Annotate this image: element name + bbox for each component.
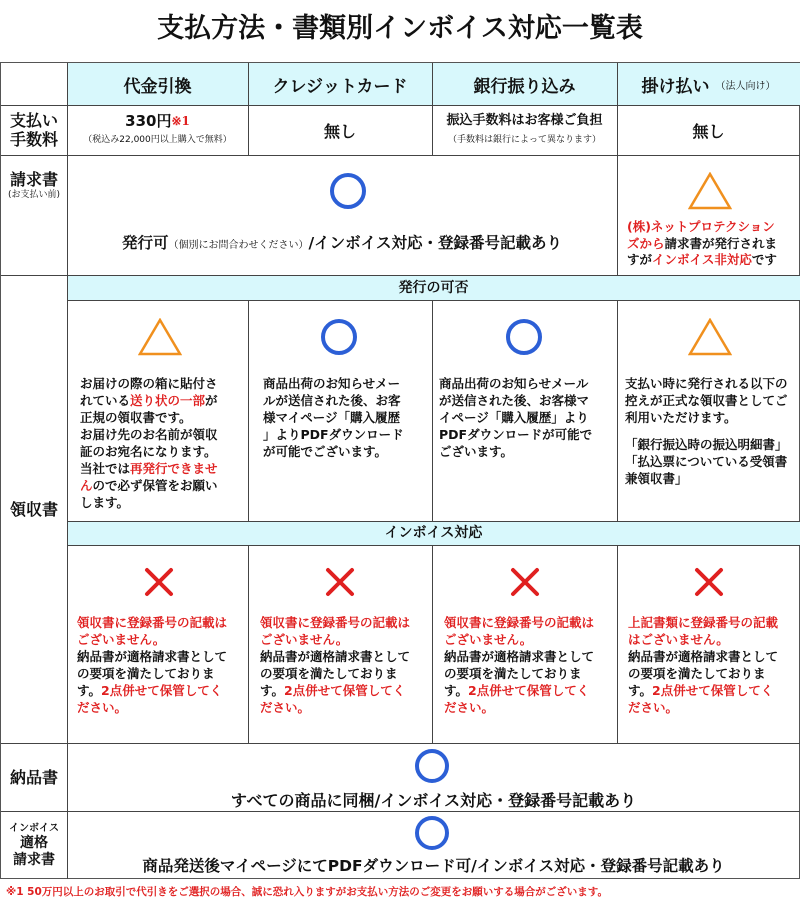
invoice-black-line: の要項を満たしておりま (260, 666, 398, 681)
bill-kake-l3: すが (627, 252, 653, 267)
circle-icon (330, 173, 366, 209)
receipt-credit-line: 商品出荷のお知らせメー (263, 376, 401, 391)
receipt-kake-line: 兼領収書」 (625, 471, 688, 486)
receipt-bank-line: イページ「購入履歴」より (439, 410, 589, 425)
receipt-bank-text (439, 375, 615, 460)
receipt-cod-line: が (205, 393, 218, 408)
band-invoice-label: インボイス対応 (384, 525, 483, 541)
row-label-fee-line2: 手数料 (9, 130, 58, 149)
invoice-black-line: す。 (444, 683, 469, 698)
invoice-red-line: 領収書に登録番号の記載は (260, 615, 411, 630)
receipt-cod-line: 当社では (80, 461, 131, 476)
receipt-cod-red: ん (80, 478, 93, 493)
receipt-credit-line: 」よりPDFダウンロード (263, 427, 404, 442)
triangle-icon (138, 318, 182, 356)
receipt-cod-red: 再発行できませ (130, 461, 218, 476)
receipt-cod-line: ので必ず保管をお願い (92, 478, 218, 493)
col-header-invoice-pay-label: 掛け払い (641, 76, 710, 97)
fee-bank-note: （手数料は銀行によって異なります） (447, 135, 601, 145)
row-label-qualified-line3: 請求書 (13, 851, 55, 868)
row-label-bill (1, 155, 67, 215)
receipt-cod-line: お届け先のお名前が領収 (80, 427, 218, 442)
fee-cod (67, 111, 248, 147)
cross-icon (144, 567, 174, 597)
row-label-bill-sub: (お支払い前) (7, 189, 61, 200)
band-issue-label: 発行の可否 (398, 280, 469, 296)
invoice-red-line: はございません。 (628, 632, 729, 647)
receipt-credit-line: ルが送信された後、お客 (263, 393, 401, 408)
fee-cod-note: （税込み22,000円以上購入で無料） (83, 135, 232, 145)
col-header-bank: 銀行振り込み (473, 76, 576, 97)
fee-bank-main: 振込手数料はお客様ご負担 (446, 113, 603, 128)
receipt-kake-line: 支払い時に発行される以下の (625, 376, 788, 391)
row-label-delivery: 納品書 (9, 767, 58, 787)
invoice-red-line: ださい。 (444, 700, 495, 715)
invoice-red-line: ださい。 (628, 700, 679, 715)
bill-main-lead: 発行可 (121, 234, 169, 252)
receipt-cod-line: お届けの際の箱に貼付さ (80, 376, 218, 391)
circle-icon (415, 816, 449, 850)
fee-cod-amount: 330円 (125, 112, 172, 130)
receipt-cod-line: 証のお宛名になります。 (80, 444, 217, 459)
bill-kake-text (627, 219, 797, 269)
invoice-bank-text (444, 614, 614, 716)
invoice-cod-text (77, 614, 247, 716)
receipt-kake-line: 利用いただけます。 (625, 410, 737, 425)
invoice-red-line: ださい。 (77, 700, 128, 715)
invoice-black-line: 納品書が適格請求書として (628, 649, 779, 664)
bill-kake-red3: インボイス非対応 (652, 252, 752, 267)
receipt-cod-red: 送り状の一部 (130, 393, 206, 408)
receipt-kake-text (625, 375, 799, 487)
invoice-black-line: す。 (260, 683, 285, 698)
invoice-black-line: の要項を満たしておりま (77, 666, 215, 681)
invoice-red-line: 2点併せて保管してく (101, 683, 223, 698)
qualified-text: 商品発送後マイページにてPDFダウンロード可/インボイス対応・登録番号記載あり (142, 857, 725, 875)
fee-credit: 無し (323, 122, 356, 141)
invoice-red-line: 上記書類に登録番号の記載 (628, 615, 779, 630)
invoice-black-line: 納品書が適格請求書として (77, 649, 228, 664)
fee-cod-mark: ※1 (171, 114, 190, 128)
cross-icon (510, 567, 540, 597)
bill-kake-l2: 請求書が発行されま (664, 235, 778, 251)
invoice-red-line: 2点併せて保管してく (468, 683, 590, 698)
receipt-credit-line: 様マイページ「購入履歴 (263, 410, 401, 425)
receipt-cod-line: 正規の領収書です。 (80, 410, 192, 425)
row-label-qualified (1, 811, 67, 879)
circle-icon (506, 319, 542, 355)
receipt-cod-line: します。 (80, 495, 130, 510)
row-label-bill-main: 請求書 (9, 169, 58, 189)
invoice-red-line: ございません。 (444, 632, 533, 647)
circle-icon (415, 749, 449, 783)
receipt-bank-line: PDFダウンロードが可能で (439, 427, 593, 442)
row-label-receipt: 領収書 (9, 499, 58, 519)
comparison-table (0, 62, 800, 879)
invoice-black-line: の要項を満たしておりま (628, 666, 766, 681)
invoice-red-line: 領収書に登録番号の記載は (77, 615, 228, 630)
fee-bank (432, 112, 617, 147)
triangle-icon (688, 172, 732, 210)
bill-main-text (67, 231, 617, 253)
page-title: 支払方法・書類別インボイス対応一覧表 (157, 13, 643, 44)
invoice-black-line: す。 (77, 683, 102, 698)
bill-kake-red2: ズから (627, 235, 665, 251)
invoice-red-line: 2点併せて保管してく (652, 683, 774, 698)
cross-icon (325, 567, 355, 597)
delivery-text: すべての商品に同梱/インボイス対応・登録番号記載あり (230, 791, 637, 810)
invoice-black-line: 納品書が適格請求書として (260, 649, 411, 664)
receipt-kake-line: 「払込票についている受領書 (625, 454, 788, 469)
col-header-cod: 代金引換 (123, 76, 192, 97)
receipt-cod-line: れている (80, 393, 131, 408)
invoice-credit-text (260, 614, 430, 716)
circle-icon (321, 319, 357, 355)
receipt-cod-text (80, 375, 244, 511)
receipt-bank-line: が送信された後、お客様マ (439, 393, 590, 408)
footnote: ※1 50万円以上のお取引で代引きをご選択の場合、誠に恐れ入りますがお支払い方法のご変更をお願いする場合がございます。 (6, 886, 608, 898)
bill-main-small: （個別にお問合わせください） (168, 240, 309, 251)
invoice-red-line: ださい。 (260, 700, 311, 715)
col-header-invoice-pay (617, 63, 800, 105)
invoice-kake-text (628, 614, 798, 716)
invoice-red-line: ございません。 (260, 632, 349, 647)
triangle-icon (688, 318, 732, 356)
row-label-qualified-line1: インボイス (9, 822, 59, 834)
receipt-bank-line: 商品出荷のお知らせメール (439, 376, 589, 391)
fee-invoice-pay: 無し (692, 122, 725, 141)
bill-kake-l3-end: です (751, 252, 777, 267)
receipt-kake-line: 「銀行振込時の振込明細書」 (625, 437, 788, 452)
row-label-fee (1, 105, 67, 155)
invoice-black-line: す。 (628, 683, 653, 698)
invoice-black-line: 納品書が適格請求書として (444, 649, 595, 664)
col-header-credit: クレジットカード (272, 76, 408, 97)
row-label-qualified-line2: 適格 (20, 834, 48, 851)
col-header-invoice-pay-sub: （法人向け） (715, 80, 776, 92)
invoice-red-line: 領収書に登録番号の記載は (444, 615, 595, 630)
invoice-black-line: の要項を満たしておりま (444, 666, 582, 681)
receipt-credit-line: が可能でございます。 (263, 444, 388, 459)
invoice-red-line: 2点併せて保管してく (284, 683, 406, 698)
receipt-bank-line: ございます。 (439, 444, 514, 459)
cross-icon (694, 567, 724, 597)
receipt-kake-line: 控えが正式な領収書としてご (625, 393, 788, 408)
invoice-red-line: ございません。 (77, 632, 166, 647)
receipt-credit-text (263, 375, 427, 460)
row-label-fee-line1: 支払い (9, 111, 58, 130)
bill-kake-red1: (株)ネットプロテクション (627, 219, 775, 234)
bill-main-rest: /インボイス対応・登録番号記載あり (308, 234, 563, 252)
